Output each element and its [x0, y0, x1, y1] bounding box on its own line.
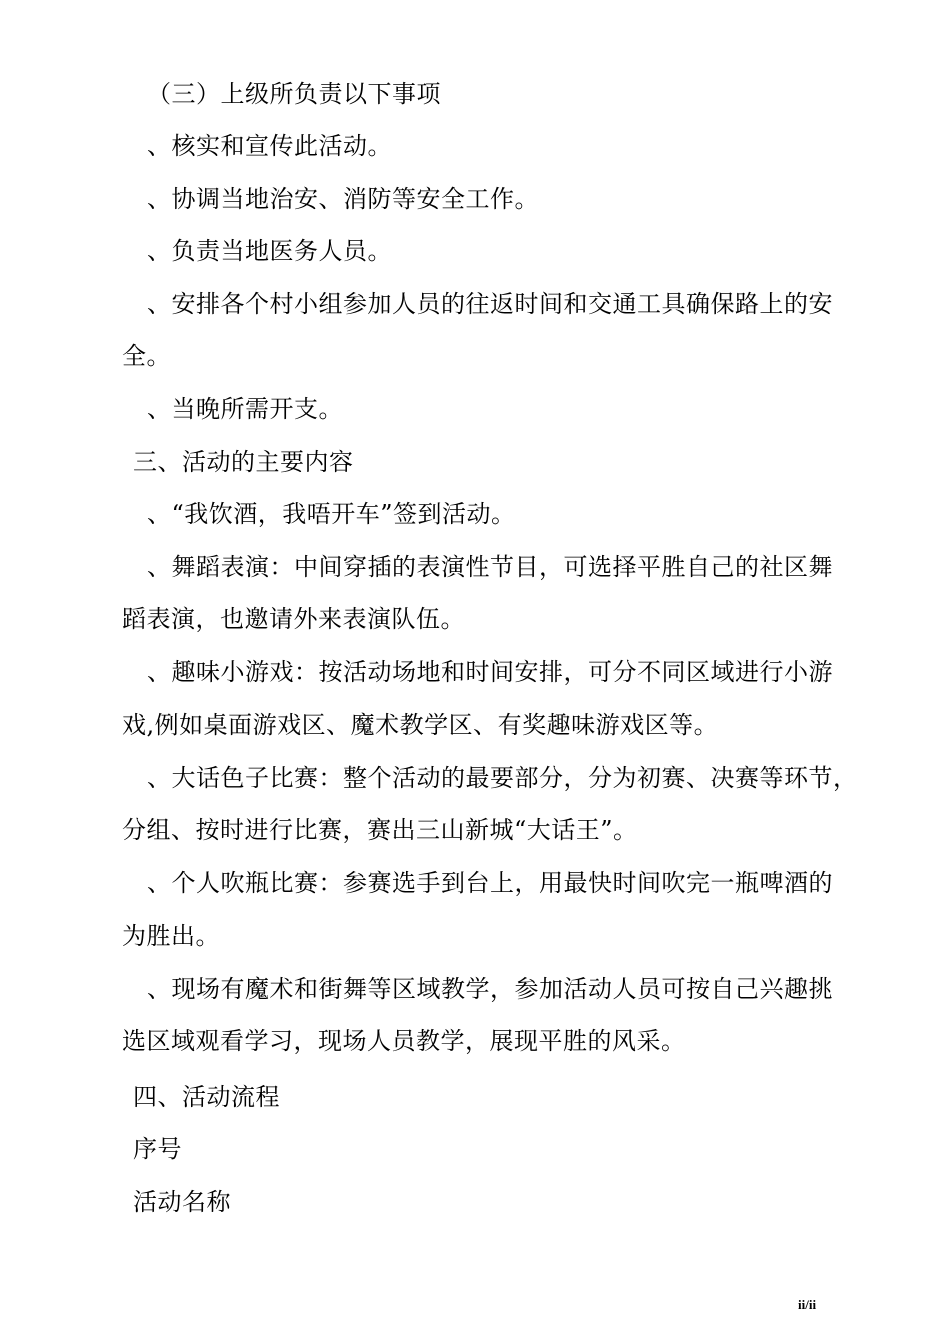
paragraph-line: 、个人吹瓶比赛：参赛选手到台上，用最快时间吹完一瓶啤酒的 — [147, 869, 833, 897]
paragraph-line-continued: 戏,例如桌面游戏区、魔术教学区、有奖趣味游戏区等。 — [122, 711, 719, 739]
paragraph-line: 、大话色子比赛：整个活动的最要部分，分为初赛、决赛等环节， — [147, 764, 858, 792]
paragraph-line-continued: 选区域观看学习，现场人员教学，展现平胜的风采。 — [122, 1027, 686, 1055]
section-heading-activity-flow: 四、活动流程 — [133, 1083, 280, 1111]
paragraph-line-continued: 分组、按时进行比赛，赛出三山新城“大话王”。 — [122, 816, 638, 844]
table-header-sequence-number: 序号 — [133, 1135, 182, 1163]
paragraph-line: 、舞蹈表演：中间穿插的表演性节目，可选择平胜自己的社区舞 — [147, 553, 833, 581]
paragraph-line-continued: 为胜出。 — [122, 922, 220, 950]
paragraph-line: 、负责当地医务人员。 — [147, 237, 392, 265]
paragraph-line: 、趣味小游戏：按活动场地和时间安排，可分不同区域进行小游 — [147, 658, 833, 686]
paragraph-line: 、现场有魔术和街舞等区域教学，参加活动人员可按自己兴趣挑 — [147, 975, 833, 1003]
paragraph-line: 、核实和宣传此活动。 — [147, 132, 392, 160]
paragraph-line-continued: 全。 — [122, 342, 171, 370]
section-heading-main-content: 三、活动的主要内容 — [133, 448, 354, 476]
paragraph-line: 、协调当地治安、消防等安全工作。 — [147, 185, 539, 213]
section-heading-superior-duties: （三）上级所负责以下事项 — [147, 80, 441, 108]
table-header-activity-name: 活动名称 — [133, 1188, 231, 1216]
paragraph-line-continued: 蹈表演，也邀请外来表演队伍。 — [122, 605, 465, 633]
paragraph-line: 、当晚所需开支。 — [147, 395, 343, 423]
paragraph-line: 、安排各个村小组参加人员的往返时间和交通工具确保路上的安 — [147, 290, 833, 318]
paragraph-line: 、“我饮酒，我唔开车”签到活动。 — [147, 500, 516, 528]
page-number: ii/ii — [798, 1297, 817, 1312]
